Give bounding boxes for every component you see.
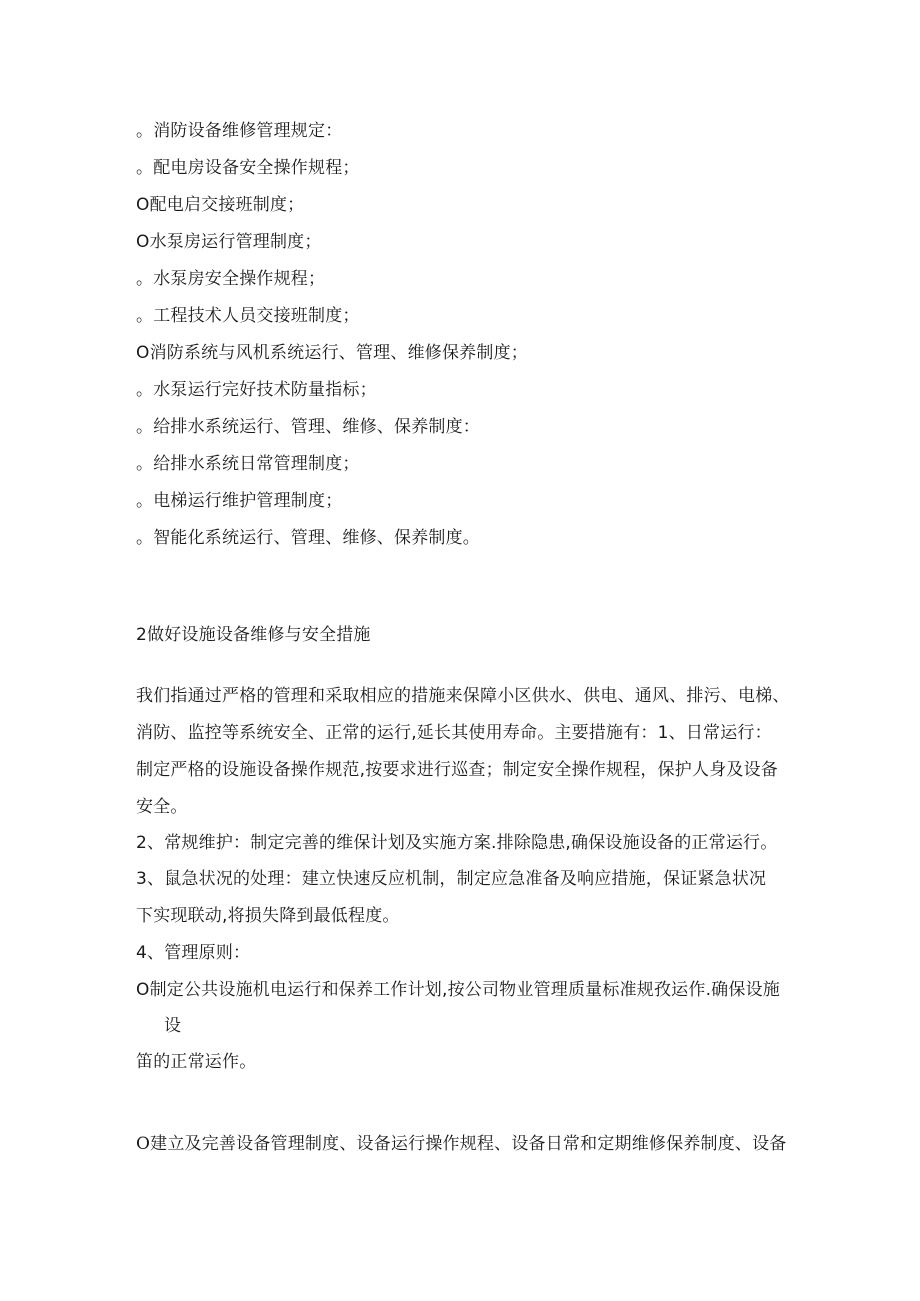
paragraph-line: 3、鼠急状况的处理：建立快速反应机制，制定应急准备及响应措施，保证紧急状况: [136, 869, 767, 889]
paragraph-line: 设: [164, 1016, 182, 1036]
paragraph-line: 消防、监控等系统安全、正常的运行,延长其使用寿命。主要措施有：1、日常运行：: [136, 723, 772, 743]
list-item: 。配电房设备安全操作规程；: [136, 158, 360, 178]
final-line: O建立及完善设备管理制度、设备运行操作规程、设备日常和定期维修保养制度、设备: [136, 1134, 787, 1154]
list-item: O水泵房运行管理制度；: [136, 232, 322, 252]
paragraph-line: 4、管理原则：: [136, 943, 251, 963]
list-item: 。水泵房安全操作规程；: [136, 269, 326, 289]
list-item: 。工程技术人员交接班制度；: [136, 306, 360, 326]
paragraph-line: 安全。: [136, 797, 188, 817]
paragraph-line: 下实现联动,将损失降到最低程度。: [136, 906, 400, 926]
list-item: O配电启交接班制度；: [136, 195, 305, 215]
list-item: 。给排水系统日常管理制度；: [136, 454, 360, 474]
list-item: 。给排水系统运行、管理、维修、保养制度：: [136, 417, 480, 437]
paragraph-line: O制定公共设施机电运行和保养工作计划,按公司物业管理质量标准规孜运作.确保设施: [136, 980, 780, 1000]
list-item: 。电梯运行维护管理制度；: [136, 491, 343, 511]
list-item: 。消防设备维修管理规定：: [136, 121, 343, 141]
paragraph-line: 我们指通过严格的管理和采取相应的措施来保障小区供水、供电、通风、排污、电梯、: [136, 686, 790, 706]
list-item: 。水泵运行完好技术防量指标；: [136, 380, 377, 400]
section-heading: 2做好设施设备维修与安全措施: [136, 625, 371, 645]
list-item: 。智能化系统运行、管理、维修、保养制度。: [136, 528, 480, 548]
paragraph-line: 2、常规维护：制定完善的维保计划及实施方案.排除隐患,确保设施设备的正常运行。: [136, 833, 778, 853]
paragraph-line: 笛的正常运作。: [136, 1052, 257, 1072]
list-item: O消防系统与风机系统运行、管理、维修保养制度；: [136, 343, 528, 363]
paragraph-line: 制定严格的设施设备操作规范,按要求进行巡查；制定安全操作规程，保护人身及设备: [136, 760, 779, 780]
